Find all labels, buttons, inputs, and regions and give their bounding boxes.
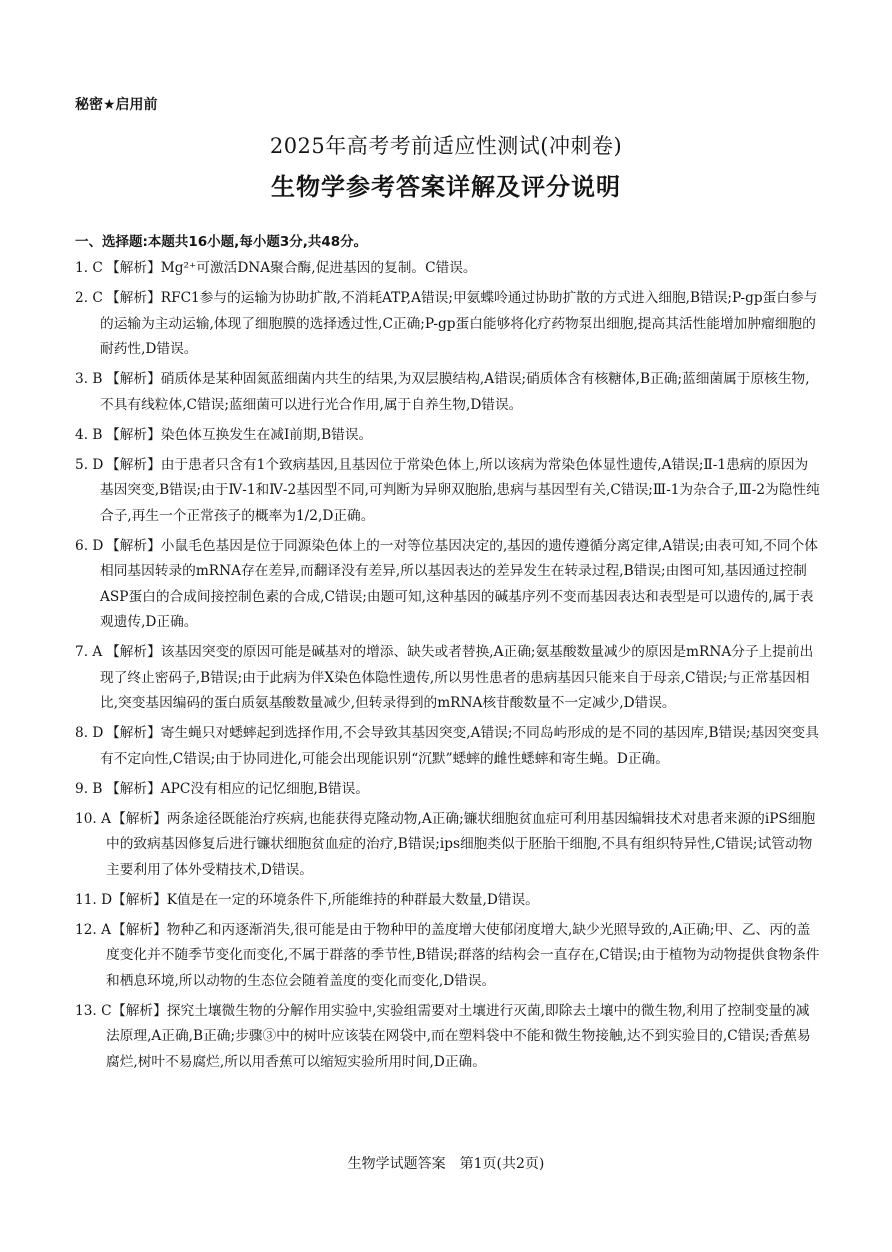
analysis-tag: 【解析】 [112, 1002, 167, 1019]
answer-number: 9. B [75, 780, 103, 797]
answer-item-3 [75, 367, 820, 418]
analysis-text: APC没有相应的记忆细胞,B错误。 [160, 780, 369, 797]
answer-item-2 [75, 286, 820, 363]
answer-item-1 [75, 256, 820, 282]
analysis-text: 寄生蝇只对蟋蟀起到选择作用,不会导致其基因突变,A错误;不同岛屿形成的是不同的基因库,B错误;基因突变具有不定向性,C错误;由于协同进化,可能会出现能识别“沉默”蟋蟀的雌性蟋蟀和寄生蝇。D正确。 [100, 725, 819, 767]
analysis-tag: 【解析】 [106, 426, 161, 443]
analysis-text: RFC1参与的运输为协助扩散,不消耗ATP,A错误;甲氨蝶呤通过协助扩散的方式进入细胞,B错误;P-gp蛋白参与的运输为主动运输,体现了细胞膜的选择透过性,C正确;P-gp蛋白能够将化疗药物泵出细胞,提高其活性能增加肿瘤细胞的耐药性,D错误。 [100, 290, 818, 357]
analysis-text: 该基因突变的原因可能是碱基对的增添、缺失或者替换,A正确;氨基酸数量减少的原因是mRNA分子上提前出现了终止密码子,B错误;由于此病为伴X染色体隐性遗传,所以男性患者的患病基因只能来自于母亲,C错误;与正常基因相比,突变基因编码的蛋白质氨基酸数量减少,但转录得到的mRNA核苷酸数量不一定减少,D错误。 [100, 644, 814, 711]
page-footer: 生物学试题答案 第1页(共2页) [347, 1156, 545, 1172]
answer-item-5 [75, 453, 820, 530]
answer-number: 2. C [75, 290, 103, 306]
answer-number: 11. D [75, 891, 113, 908]
answer-number: 12. A [75, 921, 112, 938]
analysis-tag: 【解析】 [106, 644, 161, 660]
analysis-tag: 【解析】 [106, 290, 161, 306]
analysis-text: K值是在一定的环境条件下,所能维持的种群最大数量,D错误。 [166, 891, 539, 908]
analysis-text: 由于患者只含有1个致病基因,且基因位于常染色体上,所以该病为常染色体显性遗传,A错误;Ⅱ-1患病的原因为基因突变,B错误;由于Ⅳ-1和Ⅳ-2基因型不同,可判断为异卵双胞胎,患病与基因型有关,C错误;Ⅲ-1为杂合子,Ⅲ-2为隐性纯合子,再生一个正常孩子的概率为1/2,D正确。 [100, 456, 820, 524]
analysis-text: 物种乙和丙逐渐消失,很可能是由于物种甲的盖度增大使郁闭度增大,缺少光照导致的,A正确;甲、乙、丙的盖度变化并不随季节变化而变化,不属于群落的季节性,B错误;群落的结构会一直存在,C错误;由于植物为动物提供食物条件和栖息环境,所以动物的生态位会随着盖度的变化而变化,D错误。 [106, 921, 820, 989]
answer-number: 1. C [75, 260, 103, 276]
answer-item-12 [75, 918, 820, 995]
answer-number: 8. D [75, 725, 104, 741]
analysis-text: Mg²⁺可激活DNA聚合酶,促进基因的复制。C错误。 [160, 260, 477, 276]
analysis-tag: 【解析】 [112, 921, 167, 938]
analysis-tag: 【解析】 [106, 260, 161, 276]
answer-number: 7. A [75, 644, 103, 660]
answer-number: 3. B [75, 371, 103, 387]
answer-number: 6. D [75, 537, 104, 554]
exam-title: 2025年高考考前适应性测试(冲刺卷) [269, 134, 623, 158]
answer-number: 13. C [75, 1002, 112, 1019]
answer-item-4 [75, 423, 820, 449]
answer-item-13 [75, 999, 820, 1076]
answer-item-8 [75, 721, 820, 772]
analysis-tag: 【解析】 [106, 537, 161, 554]
analysis-text: 探究土壤微生物的分解作用实验中,实验组需要对土壤进行灭菌,即除去土壤中的微生物,利用了控制变量的减法原理,A正确,B正确;步骤③中的树叶应该装在网袋中,而在塑料袋中不能和微生物接触,达不到实验目的,C错误;香蕉易腐烂,树叶不易腐烂,所以用香蕉可以缩短实验所用时间,D正确。 [106, 1002, 811, 1070]
analysis-tag: 【解析】 [112, 810, 167, 827]
analysis-text: 硝质体是某种固氮蓝细菌内共生的结果,为双层膜结构,A错误;硝质体含有核糖体,B正确;蓝细菌属于原核生物,不具有线粒体,C错误;蓝细菌可以进行光合作用,属于自养生物,D错误。 [100, 371, 810, 413]
analysis-tag: 【解析】 [106, 725, 161, 741]
confidential-label: 秘密★启用前 [75, 97, 158, 113]
answer-item-7 [75, 640, 820, 717]
analysis-tag: 【解析】 [106, 780, 161, 797]
analysis-text: 染色体互换发生在减Ⅰ前期,B错误。 [160, 426, 373, 443]
analysis-text: 小鼠毛色基因是位于同源染色体上的一对等位基因决定的,基因的遗传遵循分离定律,A错误;由表可知,不同个体相同基因转录的mRNA存在差异,而翻译没有差异,所以基因表达的差异发生在转录过程,B错误;由图可知,基因通过控制ASP蛋白的合成间接控制色素的合成,C错误;由题可知,这种基因的碱基序列不变而基因表达和表型是可以遗传的,属于表观遗传,D正确。 [100, 537, 818, 630]
answer-item-9 [75, 777, 820, 803]
analysis-tag: 【解析】 [106, 371, 161, 387]
analysis-text: 两条途径既能治疗疾病,也能获得克隆动物,A正确;镰状细胞贫血症可利用基因编辑技术对患者来源的iPS细胞中的致病基因修复后进行镰状细胞贫血症的治疗,B错误;ips细胞类似于胚胎干细胞,不具有组织特异性,C错误;试管动物主要利用了体外受精技术,D错误。 [106, 810, 816, 878]
answer-number: 10. A [75, 810, 112, 827]
answer-item-11 [75, 888, 820, 914]
section-heading: 一、选择题:本题共16小题,每小题3分,共48分。 [75, 234, 368, 250]
analysis-tag: 【解析】 [112, 891, 167, 908]
analysis-tag: 【解析】 [106, 456, 161, 473]
answer-number: 5. D [75, 456, 104, 473]
answer-item-10 [75, 807, 820, 884]
answer-list [75, 256, 820, 1080]
answer-item-6 [75, 534, 820, 636]
answer-number: 4. B [75, 426, 103, 443]
document-title: 生物学参考答案详解及评分说明 [271, 173, 621, 201]
